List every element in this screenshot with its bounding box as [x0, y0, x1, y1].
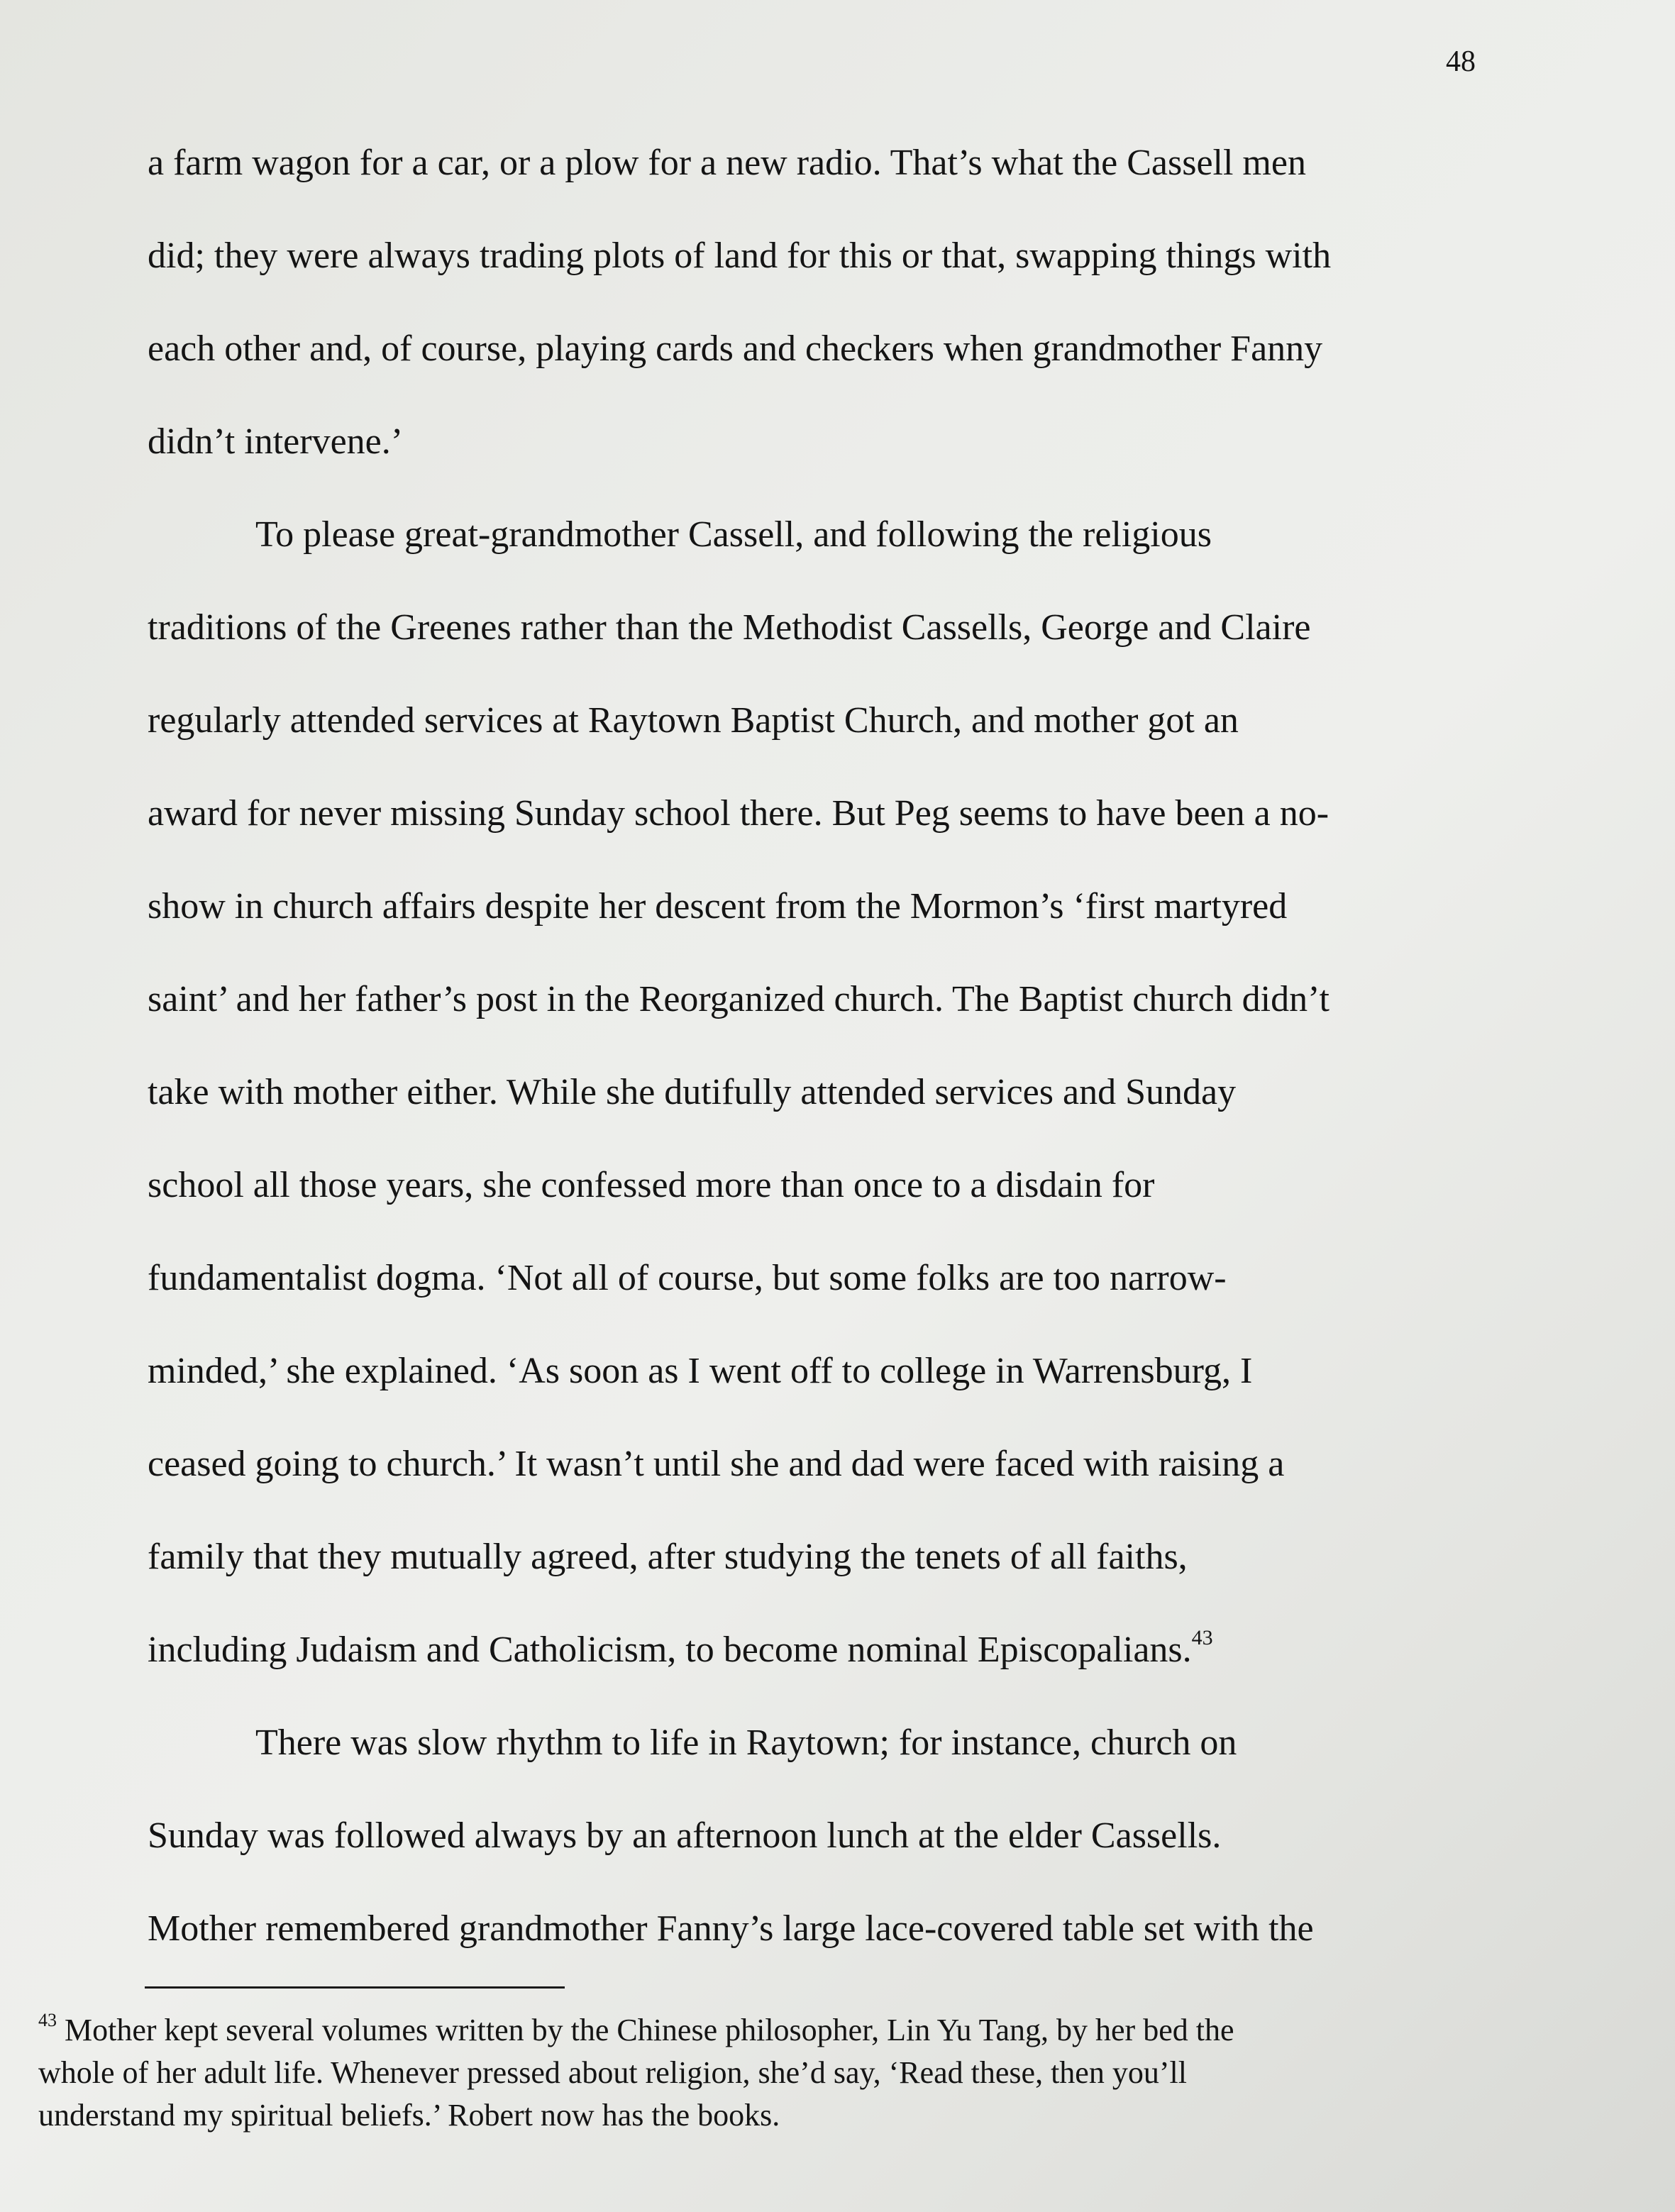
footnote-reference[interactable]: 43	[1191, 1625, 1213, 1649]
footnote-divider	[145, 1986, 565, 1989]
page-number: 48	[1446, 45, 1476, 78]
body-line: did; they were always trading plots of land for this or that, swapping things with	[148, 236, 1332, 276]
body-line: Mother remembered grandmother Fanny’s large lace-covered table set with the	[148, 1908, 1314, 1949]
body-line: There was slow rhythm to life in Raytown; for instance, church on	[255, 1722, 1237, 1763]
body-line: Sunday was followed always by an afternoon lunch at the elder Cassells.	[148, 1815, 1222, 1856]
body-line: show in church affairs despite her descent from the Mormon’s ‘first martyred	[148, 886, 1288, 927]
footnote-line: $^{43}$ Mother kept several volumes written by the Chinese philosopher, Lin Yu Tang, by her bed the	[38, 2010, 1234, 2047]
body-line: minded,’ she explained. ‘As soon as I went off to college in Warrensburg, I	[148, 1351, 1253, 1391]
footnote-line: whole of her adult life. Whenever pressed about religion, she’d say, ‘Read these, then you’ll	[38, 2055, 1187, 2090]
body-line: each other and, of course, playing cards and checkers when grandmother Fanny	[148, 328, 1323, 369]
body-line: ceased going to church.’ It wasn’t until she and dad were faced with raising a	[148, 1444, 1285, 1484]
body-line: To please great-grandmother Cassell, and following the religious	[255, 514, 1212, 555]
body-line: didn’t intervene.’	[148, 421, 404, 462]
body-line: award for never missing Sunday school there. But Peg seems to have been a no-	[148, 793, 1330, 834]
footnote-marker: 43	[38, 2010, 57, 2031]
body-line: traditions of the Greenes rather than the Methodist Cassells, George and Claire	[148, 607, 1311, 648]
body-line: regularly attended services at Raytown Baptist Church, and mother got an	[148, 700, 1239, 741]
body-text	[148, 142, 1481, 2001]
body-line: take with mother either. While she dutifully attended services and Sunday	[148, 1072, 1237, 1112]
body-line: a farm wagon for a car, or a plow for a new radio. That’s what the Cassell men	[148, 143, 1306, 183]
footnote	[38, 2009, 1486, 2137]
footnote-line: understand my spiritual beliefs.’ Robert now has the books.	[38, 2098, 780, 2133]
body-line: school all those years, she confessed more than once to a disdain for	[148, 1165, 1155, 1205]
body-line: family that they mutually agreed, after studying the tenets of all faiths,	[148, 1537, 1188, 1577]
body-line: fundamentalist dogma. ‘Not all of course, but some folks are too narrow-	[148, 1258, 1227, 1298]
body-line: saint’ and her father’s post in the Reorganized church. The Baptist church didn’t	[148, 979, 1330, 1019]
body-line: including Judaism and Catholicism, to become nominal Episcopalians.$^{43}$	[148, 1625, 1213, 1670]
